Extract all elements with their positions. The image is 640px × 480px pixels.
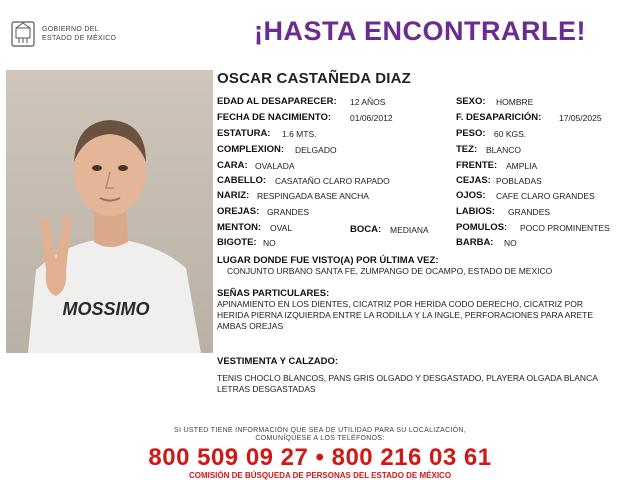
mouth-value: MEDIANA — [390, 225, 429, 235]
mouth-label: BOCA: — [350, 224, 382, 235]
disappearance-date-value: 17/05/2025 — [559, 113, 602, 123]
last-seen-value: CONJUNTO URBANO SANTA FE, ZUMPANGO DE OCAMPO, ESTADO DE MEXICO — [227, 266, 553, 276]
ears-label: OREJAS: — [217, 206, 260, 217]
particular-signs-label: SEÑAS PARTICULARES: — [217, 288, 330, 299]
lips-value: GRANDES — [508, 207, 551, 217]
hair-value: CASATAÑO CLARO RAPADO — [275, 176, 390, 186]
age-value: 12 AÑOS — [350, 97, 386, 107]
weight-label: PESO: — [456, 128, 486, 139]
sex-value: HOMBRE — [496, 97, 534, 107]
mustache-value: NO — [263, 238, 276, 248]
phone-numbers: 800 509 09 27 • 800 216 03 61 — [148, 444, 492, 471]
complexion-tone-value: BLANCO — [486, 145, 521, 155]
contact-note-line1: SI USTED TIENE INFORMACIÓN QUE SEA DE UTILIDAD PARA SU LOCALIZACIÓN, — [173, 427, 467, 434]
government-name-line2: ESTADO DE MÉXICO — [42, 35, 117, 42]
last-seen-label: LUGAR DONDE FUE VISTO(A) POR ÚLTIMA VEZ: — [217, 255, 439, 266]
weight-value: 60 KGS. — [494, 129, 527, 139]
contact-note-line2: COMUNÍQUESE A LOS TELÉFONOS: — [255, 435, 385, 442]
person-photo — [6, 70, 213, 353]
height-value: 1.6 MTS. — [282, 129, 317, 139]
chin-value: OVAL — [270, 223, 293, 233]
nose-label: NARIZ: — [217, 190, 250, 201]
cheekbones-label: POMULOS: — [456, 222, 508, 233]
particular-signs-value: APINAMIENTO EN LOS DIENTES, CICATRIZ POR HERIDA CODO DERECHO, CICATRIZ POR HERIDA PIERNA IZQUIERDA ENTRE LA RODILLA Y LA INGLE, PERFORACIONES PARA ARETE AMBAS OREJAS — [217, 299, 594, 331]
eyes-value: CAFE CLARO GRANDES — [496, 191, 595, 201]
government-logo — [10, 20, 120, 50]
cheekbones-value: POCO PROMINENTES — [520, 223, 610, 233]
chin-label: MENTON: — [217, 222, 262, 233]
shirt-print-text: MOSSIMO — [62, 299, 150, 319]
face-label: CARA: — [217, 160, 248, 171]
disappearance-date-label: F. DESAPARICIÓN: — [456, 112, 542, 123]
forehead-value: AMPLIA — [506, 161, 538, 171]
lips-label: LABIOS: — [456, 206, 496, 217]
beard-value: NO — [504, 238, 517, 248]
hair-label: CABELLO: — [217, 175, 267, 186]
clothing-value: TENIS CHOCLO BLANCOS, PANS GRIS OLGADO Y DESGASTADO, PLAYERA OLGADA BLANCA LETRAS DESGASTADAS — [217, 373, 598, 394]
eyebrows-label: CEJAS: — [456, 175, 491, 186]
build-value: DELGADO — [295, 145, 337, 155]
height-label: ESTATURA: — [217, 128, 271, 139]
mustache-label: BIGOTE: — [217, 237, 257, 248]
eyes-label: OJOS: — [456, 190, 486, 201]
government-name-line1: GOBIERNO DEL — [42, 26, 99, 33]
eyebrows-value: POBLADAS — [496, 176, 542, 186]
beard-label: BARBA: — [456, 237, 494, 248]
birth-date-value: 01/06/2012 — [350, 113, 393, 123]
headline: ¡HASTA ENCONTRARLE! — [254, 16, 586, 46]
nose-value: RESPINGADA BASE ANCHA — [257, 191, 369, 201]
build-label: COMPLEXION: — [217, 144, 285, 155]
sex-label: SEXO: — [456, 96, 486, 107]
ears-value: GRANDES — [267, 207, 310, 217]
forehead-label: FRENTE: — [456, 160, 498, 171]
face-value: OVALADA — [255, 161, 295, 171]
clothing-label: VESTIMENTA Y CALZADO: — [217, 356, 339, 367]
commission-name: COMISIÓN DE BÚSQUEDA DE PERSONAS DEL ESTADO DE MÉXICO — [188, 471, 452, 480]
complexion-tone-label: TEZ: — [456, 144, 478, 155]
state-seal-icon — [10, 20, 36, 48]
age-label: EDAD AL DESAPARECER: — [217, 96, 337, 107]
birth-date-label: FECHA DE NACIMIENTO: — [217, 112, 331, 123]
person-name: OSCAR CASTAÑEDA DIAZ — [217, 70, 411, 87]
